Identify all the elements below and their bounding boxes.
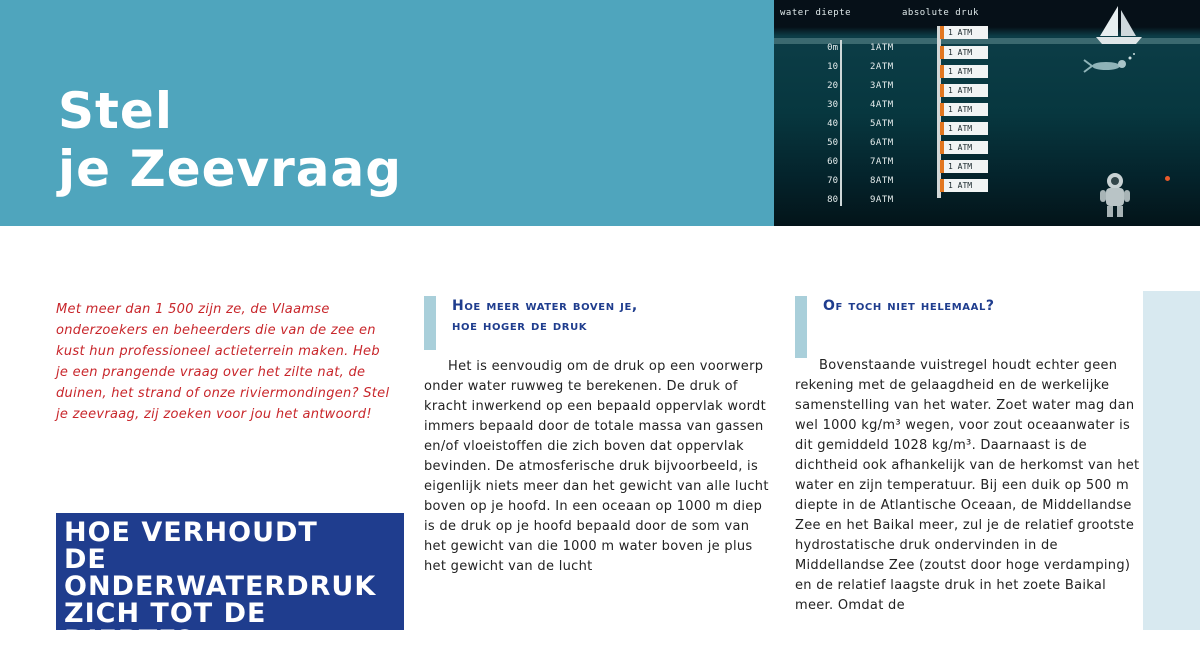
- atm-tag: 1 ATM: [940, 122, 988, 135]
- question-line: ZICH TOT DE DIEPTE?: [64, 598, 267, 656]
- right-heading-text: Of toch niet helemaal?: [823, 298, 995, 314]
- middle-body-paragraph: Het is eenvoudig om de druk op een voorwerp onder water ruwweg te berekenen. De druk of kracht inwerkend op een bepaald oppervlak wordt immers bepaald door de totale massa van gassen en/of vloeistoffen die zich boven dat oppervlak bevinden. De atmosferische druk bijvoorbeeld, is eigenlijk niets meer dan het gewicht van alle lucht boven op je hoofd. In een oceaan op 1000 m diep is de druk op je hoofd bepaald door de som van het gewicht van die 1000 m water boven je plus het gewicht van de lucht: [424, 359, 769, 574]
- pressure-label: 1ATM: [870, 43, 894, 53]
- diving-suit-icon: [1100, 172, 1130, 218]
- pressure-label: 4ATM: [870, 100, 894, 110]
- depth-column-header: water diepte: [780, 8, 852, 18]
- atm-tag: 1 ATM: [940, 65, 988, 78]
- question-heading: [64, 519, 404, 654]
- depth-label: 0m: [827, 43, 838, 53]
- atm-tag: 1 ATM: [940, 160, 988, 173]
- question-line: ONDERWATERDRUK: [64, 571, 377, 602]
- pressure-column-header: absolute druk: [902, 8, 979, 18]
- pressure-label: 2ATM: [870, 62, 894, 72]
- heading-accent-bar: [424, 296, 436, 350]
- page-title-line-1: Stel: [58, 82, 173, 140]
- sailboat-icon: [1092, 4, 1148, 46]
- pressure-label: 7ATM: [870, 157, 894, 167]
- middle-heading: [424, 296, 774, 340]
- middle-column: [424, 296, 774, 577]
- fish-icon: [1165, 176, 1170, 181]
- right-heading: [795, 296, 1145, 330]
- atm-tag: 1 ATM: [940, 26, 988, 39]
- depth-label: 60: [827, 157, 838, 167]
- depth-label: 40: [827, 119, 838, 129]
- page-title: [58, 82, 402, 198]
- question-box: [56, 513, 404, 656]
- atm-tag: 1 ATM: [940, 103, 988, 116]
- pressure-label: 3ATM: [870, 81, 894, 91]
- atm-tag: 1 ATM: [940, 84, 988, 97]
- intro-text: Met meer dan 1 500 zijn ze, de Vlaamse onderzoekers en beheerders die van de zee en kust hun professioneel actieterrein maken. Heb je een prangende vraag over het zilte nat, de duinen, het strand of onze riviermondingen? Stel je zeevraag, zij zoeken voor jou het antwoord!: [56, 302, 390, 422]
- header-banner: [0, 0, 774, 226]
- depth-label: 70: [827, 176, 838, 186]
- pressure-label: 6ATM: [870, 138, 894, 148]
- dive-pressure-illustration: [774, 0, 1200, 226]
- atm-tag: 1 ATM: [940, 46, 988, 59]
- question-line: DE: [64, 544, 107, 575]
- right-body: [795, 356, 1145, 616]
- right-column: [795, 296, 1145, 616]
- heading-accent-bar: [795, 296, 807, 358]
- pressure-label: 9ATM: [870, 195, 894, 205]
- pressure-label: 8ATM: [870, 176, 894, 186]
- page-title-line-2: je Zeevraag: [58, 140, 403, 198]
- side-strip: [1143, 291, 1200, 630]
- depth-label: 80: [827, 195, 838, 205]
- diver-icon: [1084, 52, 1144, 82]
- depth-label: 30: [827, 100, 838, 110]
- middle-body: [424, 357, 774, 577]
- atm-tag: 1 ATM: [940, 179, 988, 192]
- middle-heading-line-1: Hoe meer water boven je,: [452, 298, 638, 314]
- depth-label: 50: [827, 138, 838, 148]
- atm-tag: 1 ATM: [940, 141, 988, 154]
- question-line: HOE VERHOUDT: [64, 517, 318, 548]
- depth-label: 10: [827, 62, 838, 72]
- pressure-label: 5ATM: [870, 119, 894, 129]
- depth-scale-line: [840, 40, 842, 206]
- middle-heading-line-2: hoe hoger de druk: [452, 318, 588, 334]
- right-body-paragraph: Bovenstaande vuistregel houdt echter geen rekening met de gelaagdheid en de werkelijke samenstelling van het water. Zoet water mag dan wel 1000 kg/m³ wegen, voor zout oceaanwater is dit gemiddeld 1028 kg/m³. Daarnaast is de dichtheid ook afhankelijk van de herkomst van het water en zijn temperatuur. Bij een duik op 500 m diepte in de Atlantische Oceaan, de Middellandse Zee en het Baikal meer, zul je de relatief grootste hydrostatische druk ondervinden in de Middellandse Zee (zoutst door hoge verdamping) en de relatief laagste druk in het zoete Baikal meer. Omdat de: [795, 358, 1140, 613]
- depth-label: 20: [827, 81, 838, 91]
